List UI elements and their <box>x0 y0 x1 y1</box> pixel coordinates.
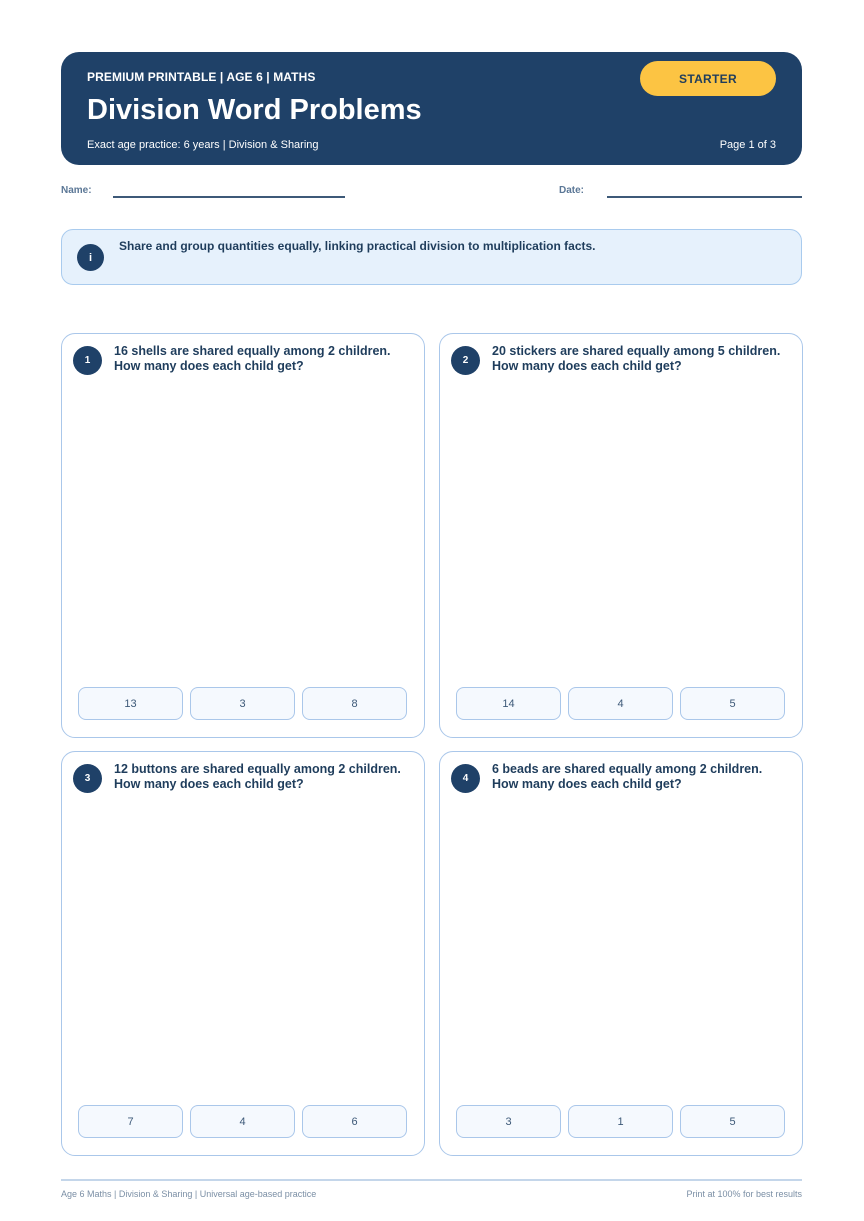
name-field[interactable] <box>113 196 345 198</box>
answer-option[interactable]: 5 <box>680 1105 785 1138</box>
answer-option[interactable]: 4 <box>568 687 673 720</box>
header-eyebrow: PREMIUM PRINTABLE | AGE 6 | MATHS <box>87 70 316 84</box>
answer-option[interactable]: 4 <box>190 1105 295 1138</box>
question-line: How many does each child get? <box>492 359 682 373</box>
question-number: 2 <box>451 346 480 375</box>
question-line: How many does each child get? <box>114 359 304 373</box>
question-line: 20 stickers are shared equally among 5 children. <box>492 344 781 358</box>
question-card-3 <box>61 751 425 1156</box>
answer-options <box>78 1105 407 1138</box>
answer-options <box>78 687 407 720</box>
level-badge: STARTER <box>640 61 776 96</box>
answer-option[interactable]: 6 <box>302 1105 407 1138</box>
page-number: Page 1 of 3 <box>719 139 776 151</box>
page-title: Division Word Problems <box>87 94 422 126</box>
question-number: 1 <box>73 346 102 375</box>
question-line: How many does each child get? <box>492 777 682 791</box>
answer-option[interactable]: 1 <box>568 1105 673 1138</box>
answer-option[interactable]: 7 <box>78 1105 183 1138</box>
question-text <box>492 762 792 792</box>
info-text: Share and group quantities equally, linking practical division to multiplication facts. <box>119 239 596 253</box>
question-line: 6 beads are shared equally among 2 children. <box>492 762 763 776</box>
question-line: 16 shells are shared equally among 2 children. <box>114 344 391 358</box>
answer-option[interactable]: 3 <box>190 687 295 720</box>
answer-options <box>456 687 785 720</box>
question-card-2 <box>439 333 803 738</box>
answer-option[interactable]: 8 <box>302 687 407 720</box>
question-text <box>492 344 792 374</box>
header-subtitle: Exact age practice: 6 years | Division & Sharing <box>87 139 319 151</box>
date-field[interactable] <box>607 196 802 198</box>
answer-options <box>456 1105 785 1138</box>
answer-option[interactable]: 3 <box>456 1105 561 1138</box>
question-line: 12 buttons are shared equally among 2 children. <box>114 762 401 776</box>
question-number: 4 <box>451 764 480 793</box>
answer-option[interactable]: 13 <box>78 687 183 720</box>
header-banner <box>61 52 802 165</box>
answer-option[interactable]: 5 <box>680 687 785 720</box>
footer-right-text: Print at 100% for best results <box>686 1189 802 1199</box>
answer-option[interactable]: 14 <box>456 687 561 720</box>
name-label: Name: <box>61 185 92 196</box>
question-card-4 <box>439 751 803 1156</box>
footer-left-text: Age 6 Maths | Division & Sharing | Universal age-based practice <box>61 1189 317 1199</box>
date-label: Date: <box>559 185 585 196</box>
info-callout <box>61 229 802 285</box>
question-card-1 <box>61 333 425 738</box>
question-number: 3 <box>73 764 102 793</box>
question-text <box>114 344 414 374</box>
question-line: How many does each child get? <box>114 777 304 791</box>
question-text <box>114 762 414 792</box>
footer-divider <box>61 1179 802 1181</box>
info-icon: i <box>77 244 104 271</box>
